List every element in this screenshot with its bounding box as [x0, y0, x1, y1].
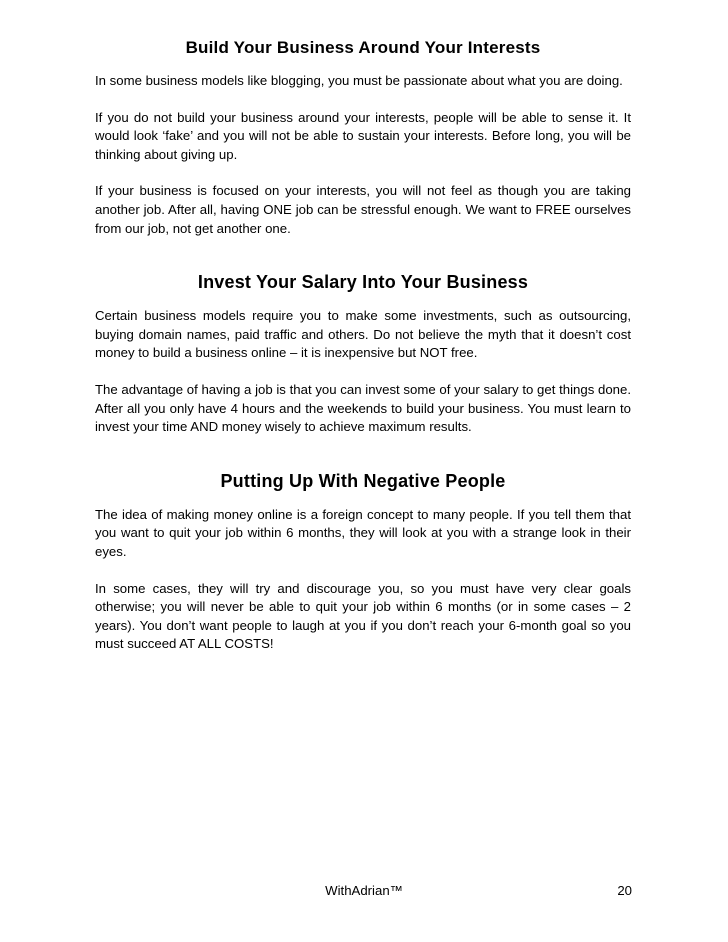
paragraph: If your business is focused on your interests, you will not feel as though you are taking another job. After all, having ONE job can be stressful enough. We want to FREE ourselves from our job, not get another one.: [95, 183, 631, 236]
paragraph: In some business models like blogging, you must be passionate about what you are doing.: [95, 73, 623, 88]
paragraph: Certain business models require you to make some investments, such as outsourcing, buying domain names, paid traffic and others. Do not believe the myth that it doesn’t cost money to build a business online – it is inexpensive but NOT free.: [95, 308, 631, 361]
footer-brand: WithAdrian™: [325, 883, 403, 898]
section-heading-salary: Invest Your Salary Into Your Business: [197, 272, 529, 293]
page-number: 20: [617, 883, 632, 898]
paragraph: The idea of making money online is a foreign concept to many people. If you tell them that you want to quit your job within 6 months, they will look at you with a strange look in their eyes.: [95, 506, 631, 559]
section-heading-negative-people: Putting Up With Negative People: [220, 470, 506, 491]
paragraph: If you do not build your business around your interests, people will be able to sense it. It would look ‘fake’ and you will not be able to sustain your interests. Before long, you will be thinking about giving up.: [95, 109, 631, 162]
paragraph: In some cases, they will try and discourage you, so you must have very clear goals otherwise; you will never be able to quit your job within 6 months (or in some cases – 2 years). You don’t want people to laugh at you if you don’t reach your 6-month goal so you must succeed AT ALL COSTS!: [95, 580, 631, 652]
paragraph: The advantage of having a job is that you can invest some of your salary to get things done. After all you only have 4 hours and the weekends to build your business. You must learn to invest your time AND money wisely to achieve maximum results.: [95, 381, 631, 435]
document-page: [95, 38, 631, 654]
section-heading-interests: Build Your Business Around Your Interests: [185, 38, 541, 57]
